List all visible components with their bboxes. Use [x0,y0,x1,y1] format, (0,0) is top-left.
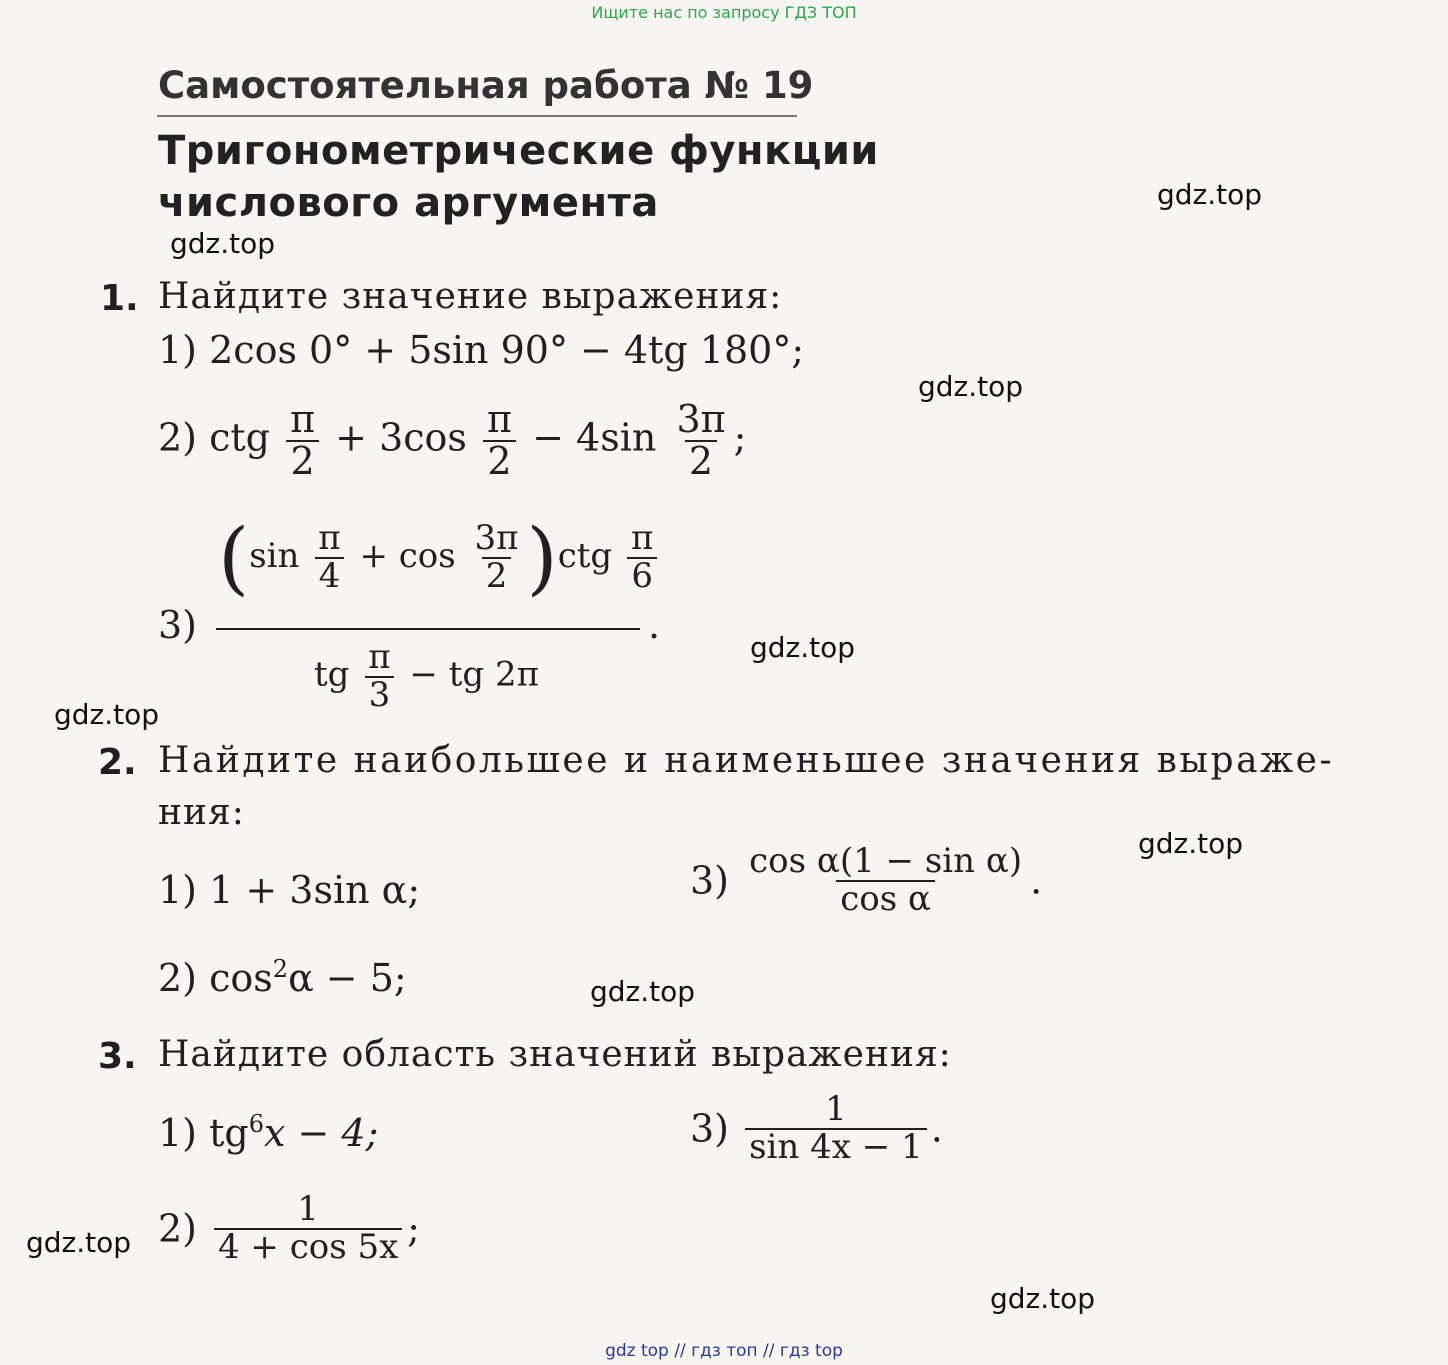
denominator: 2 [286,440,318,482]
numerator: π [368,637,391,677]
task2-item1 [158,868,420,912]
expr-part [264,1111,378,1155]
watermark: gdz.top [54,698,160,731]
expression: 1 + 3sin α; [209,868,421,912]
punctuation: . [648,603,661,647]
denominator: 4 [315,557,345,595]
task1-item3-denominator [314,637,539,715]
task3-item1 [158,1110,378,1155]
item-label: 1) [158,1111,198,1155]
task3-number: 3. [98,1036,137,1077]
expr-part: + 3cos [335,415,467,460]
task3-statement: Найдите область значений выражения: [158,1034,952,1075]
fraction [483,397,516,483]
watermark: gdz.top [918,370,1024,403]
item-label: 3) [690,1106,730,1151]
expr-part: α − 5; [288,956,407,1000]
topic-title-line1: Тригонометрические функции [158,128,879,174]
task1-item3-numerator [218,511,661,604]
punctuation: ; [733,415,747,460]
expr-part: tg [209,1111,249,1155]
denominator: sin 4x − 1 [745,1128,927,1166]
numerator: π [631,518,654,559]
fraction [286,397,319,483]
expr-part: sin [249,536,300,576]
watermark: gdz.top [1138,827,1244,860]
right-paren: ) [526,511,558,604]
bottom-banner[interactable]: gdz top // гдз топ // гдз top [605,1341,843,1361]
task2-item3 [690,841,1043,919]
task1-number: 1. [100,278,139,319]
watermark: gdz.top [1157,178,1263,211]
expr-part: ctg [557,536,613,576]
work-title: Самостоятельная работа № 19 [158,64,814,107]
left-paren: ( [218,511,250,604]
expr-part: tg [314,654,350,695]
fraction [627,518,657,596]
expression: 2cos 0° + 5sin 90° − 4tg 180°; [209,328,805,372]
title-divider [157,115,797,117]
numerator: π [290,397,316,441]
topic-title-line2: числового аргумента [158,180,659,226]
denominator: 3 [365,676,395,714]
item-label: 2) [158,1206,198,1251]
task2-item2 [158,955,407,1000]
task2-statement-line1: Найдите наибольшее и наименьшее значения выраже- [158,740,1335,781]
task3-item3 [690,1089,943,1167]
denominator: 2 [482,557,512,595]
numerator: 1 [297,1189,319,1229]
numerator: 1 [825,1089,847,1129]
punctuation: . [930,1106,943,1151]
watermark: gdz.top [26,1226,132,1259]
item-label: 3) [158,603,198,647]
denominator: 4 + cos 5x [214,1228,402,1266]
denominator: 6 [627,557,657,595]
top-banner[interactable]: Ищите нас по запросу ГДЗ ТОП [591,3,857,22]
task2-statement-line2: ния: [158,792,245,833]
fraction [745,1089,927,1167]
numerator: π [318,518,341,559]
item-label: 1) [158,328,198,372]
task3-item2 [158,1189,420,1267]
task1-item2 [158,397,747,483]
watermark: gdz.top [990,1282,1096,1315]
watermark: gdz.top [170,227,276,260]
fraction [471,518,523,596]
watermark: gdz.top [590,975,696,1008]
item-label: 2) [158,415,198,460]
fraction [364,637,394,715]
expr-part: ctg [209,415,270,460]
punctuation: ; [407,1206,420,1251]
fraction [213,1189,403,1267]
denominator: cos α [836,880,935,918]
task1-item1 [158,328,804,372]
denominator: 2 [483,440,515,482]
task2-number: 2. [98,742,137,783]
item-label: 2) [158,956,198,1000]
expr-part: + cos [359,536,456,576]
task1-statement: Найдите значение выражения: [158,276,783,317]
fraction [672,397,729,483]
watermark: gdz.top [750,631,856,664]
expr-part: − tg 2π [409,654,539,695]
fraction [314,518,344,596]
exponent: 6 [248,1110,264,1138]
expr-part: cos [209,956,273,1000]
expr-part: − 4sin [532,415,657,460]
expr-part: x − 4; [264,1111,379,1155]
numerator: 3π [474,518,519,559]
denominator: 2 [685,440,717,482]
item-label: 1) [158,868,198,912]
main-fraction-bar [216,628,640,630]
exponent: 2 [272,955,289,983]
fraction [745,841,1026,919]
numerator: cos α(1 − sin α) [749,841,1023,881]
punctuation: . [1030,858,1043,903]
numerator: 3π [676,397,726,441]
numerator: π [487,397,513,441]
item-label: 3) [690,858,730,903]
